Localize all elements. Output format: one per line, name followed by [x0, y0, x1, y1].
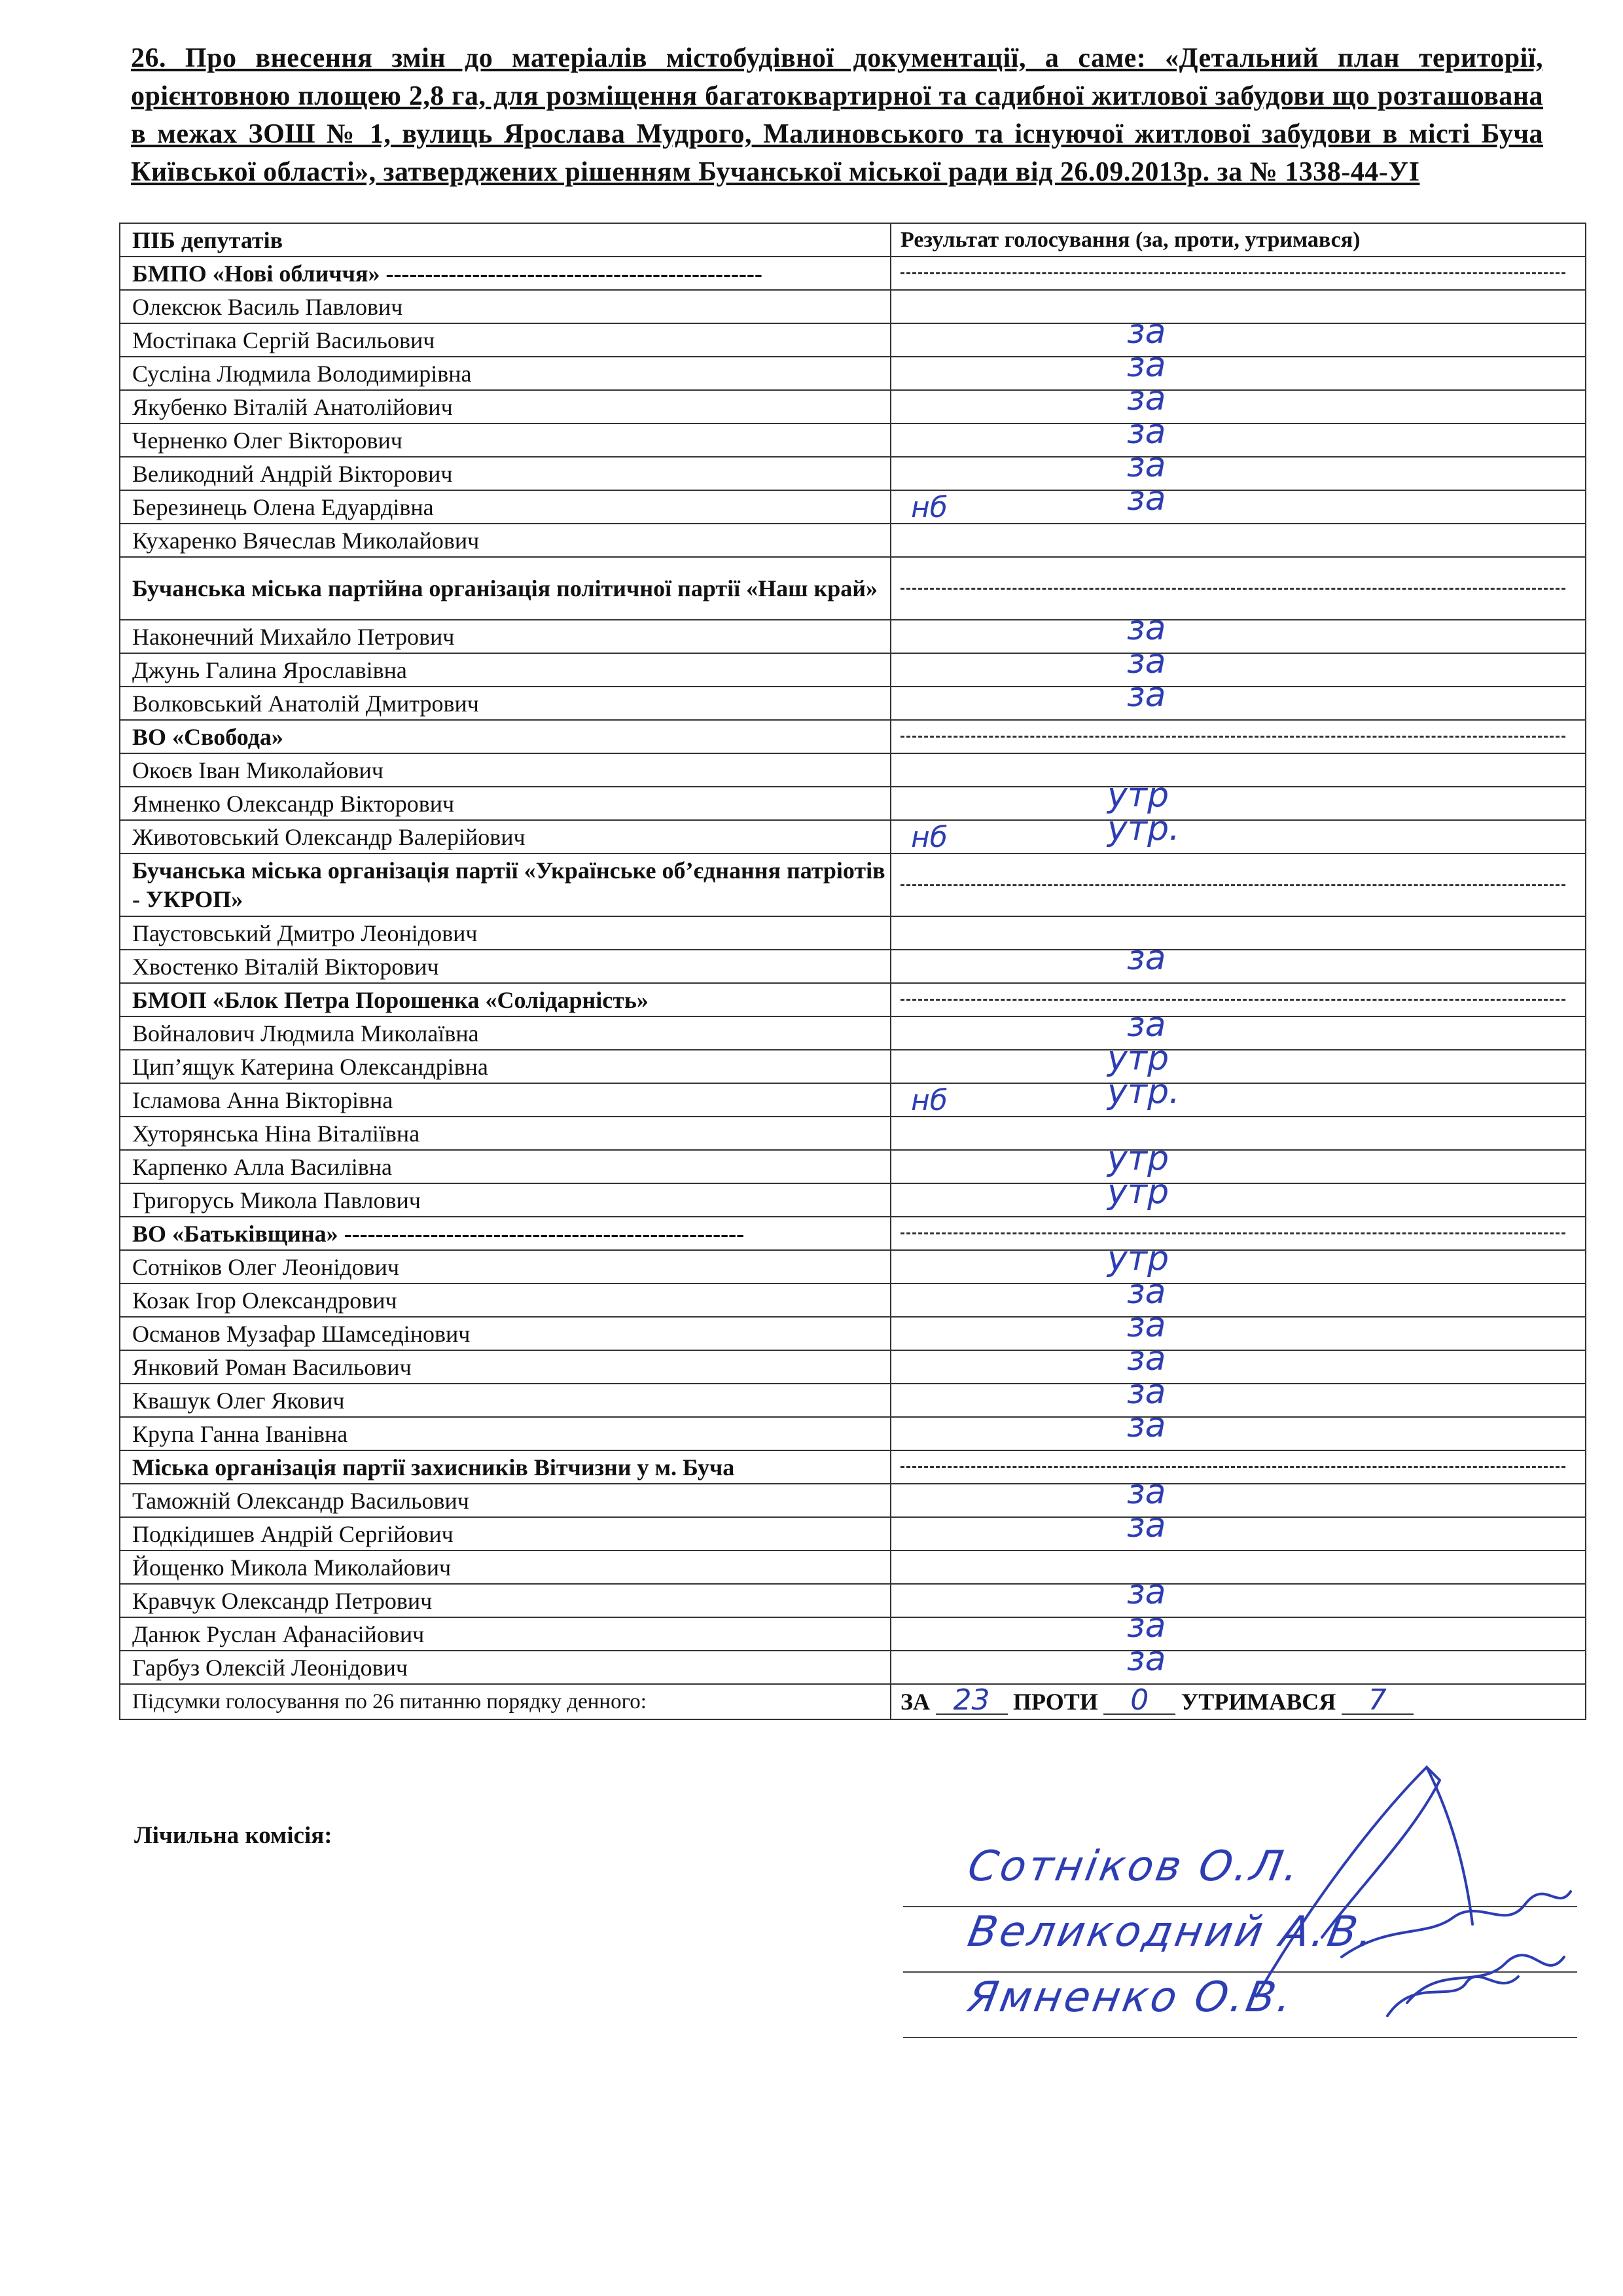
dashed-separator [901, 1232, 1565, 1234]
deputy-name: Хвостенко Віталій Вікторович [120, 950, 891, 983]
handwritten-vote: за [1127, 1384, 1166, 1412]
vote-result [891, 1283, 1586, 1317]
handwritten-vote: за [1127, 357, 1166, 385]
handwritten-vote: за [1127, 1584, 1166, 1612]
handwritten-vote: за [1127, 1484, 1166, 1512]
handwritten-vote: за [1127, 457, 1166, 485]
deputy-row [120, 1317, 1586, 1350]
deputy-name: Березинець Олена Едуардівна [120, 490, 891, 524]
commission-member-name: Великодний А.В. [964, 1908, 1380, 1956]
deputy-name: Великодний Андрій Вікторович [120, 457, 891, 490]
deputy-name: Олексюк Василь Павлович [120, 290, 891, 323]
deputy-name: Ямненко Олександр Вікторович [120, 787, 891, 820]
handwritten-vote: за [1127, 390, 1166, 418]
commission-member-name: Сотніков О.Л. [964, 1842, 1306, 1891]
deputy-name: Черненко Олег Вікторович [120, 423, 891, 457]
deputy-row [120, 390, 1586, 423]
dashed-separator [901, 272, 1565, 274]
deputy-row [120, 1083, 1586, 1117]
vote-result [891, 524, 1586, 557]
column-header-result: Результат голосування (за, проти, утримався) [891, 223, 1586, 257]
deputy-name: Мостіпака Сергій Васильович [120, 323, 891, 357]
vote-result [891, 1484, 1586, 1517]
party-result-dashes [891, 557, 1586, 620]
handwritten-vote: за [1127, 423, 1166, 452]
dashed-separator [901, 884, 1565, 886]
deputy-row [120, 1517, 1586, 1551]
column-header-names: ПІБ депутатів [120, 223, 891, 257]
deputy-name: Волковський Анатолій Дмитрович [120, 687, 891, 720]
deputy-row [120, 1283, 1586, 1317]
handwritten-vote: за [1127, 490, 1166, 518]
vote-totals [891, 1684, 1586, 1719]
handwritten-vote: утр. [1107, 1083, 1180, 1111]
deputy-name: Сотніков Олег Леонідович [120, 1250, 891, 1283]
party-name: ВО «Свобода» [120, 720, 891, 753]
deputy-row [120, 1183, 1586, 1217]
handwritten-vote: за [1127, 620, 1166, 648]
deputy-name: Йощенко Микола Миколайович [120, 1551, 891, 1584]
vote-result [891, 1050, 1586, 1083]
deputy-name: Цип’ящук Катерина Олександрівна [120, 1050, 891, 1083]
commission-label: Лічильна комісія: [134, 1822, 332, 1849]
deputy-row [120, 357, 1586, 390]
deputy-name: Ісламова Анна Вікторівна [120, 1083, 891, 1117]
handwritten-vote: за [1127, 1651, 1166, 1679]
deputy-name: Подкідишев Андрій Сергійович [120, 1517, 891, 1551]
deputy-row [120, 1651, 1586, 1684]
deputy-row [120, 457, 1586, 490]
party-row [120, 720, 1586, 753]
table-header-row [120, 223, 1586, 257]
deputy-name: Янковий Роман Васильович [120, 1350, 891, 1384]
handwritten-vote: за [1127, 653, 1166, 681]
against-label: ПРОТИ [1013, 1689, 1098, 1715]
deputy-row [120, 1484, 1586, 1517]
vote-result [891, 423, 1586, 457]
party-name: Міська організація партії захисників Вітчизни у м. Буча [120, 1450, 891, 1484]
handwritten-vote: утр [1107, 1050, 1169, 1078]
party-result-dashes [891, 720, 1586, 753]
handwritten-vote: за [1127, 323, 1166, 351]
deputy-row [120, 1117, 1586, 1150]
handwritten-vote: за [1127, 1417, 1166, 1445]
summary-label: Підсумки голосування по 26 питанню порядку денного: [120, 1684, 891, 1719]
party-result-dashes [891, 983, 1586, 1016]
dashed-separator [901, 588, 1565, 590]
deputy-name: Квашук Олег Якович [120, 1384, 891, 1417]
vote-result [891, 1250, 1586, 1283]
party-result-dashes [891, 257, 1586, 290]
vote-result [891, 787, 1586, 820]
handwritten-vote: за [1127, 687, 1166, 715]
deputy-row [120, 820, 1586, 853]
party-row [120, 1217, 1586, 1250]
deputy-name: Войналович Людмила Миколаївна [120, 1016, 891, 1050]
vote-result [891, 357, 1586, 390]
vote-result [891, 490, 1586, 524]
deputy-name: Окоєв Іван Миколайович [120, 753, 891, 787]
for-count: 23 [936, 1687, 1008, 1715]
handwritten-vote: за [1127, 1283, 1166, 1312]
deputy-name: Хуторянська Ніна Віталіївна [120, 1117, 891, 1150]
deputy-name: Таможній Олександр Васильович [120, 1484, 891, 1517]
deputy-row [120, 950, 1586, 983]
deputy-row [120, 323, 1586, 357]
vote-result [891, 1551, 1586, 1584]
vote-result [891, 753, 1586, 787]
commission-signature-line [903, 1906, 1577, 1907]
handwritten-vote: за [1127, 1016, 1166, 1045]
handwritten-vote: за [1127, 950, 1166, 978]
deputy-row [120, 687, 1586, 720]
vote-result [891, 916, 1586, 950]
deputy-name: Наконечний Михайло Петрович [120, 620, 891, 653]
deputy-row [120, 423, 1586, 457]
deputy-row [120, 1350, 1586, 1384]
party-row [120, 853, 1586, 916]
vote-result [891, 1384, 1586, 1417]
deputy-name: Козак Ігор Олександрович [120, 1283, 891, 1317]
dashed-separator [901, 1466, 1565, 1468]
party-row [120, 557, 1586, 620]
deputy-row [120, 1551, 1586, 1584]
vote-result [891, 1651, 1586, 1684]
handwritten-vote: утр [1107, 1150, 1169, 1178]
deputy-name: Османов Музафар Шамседінович [120, 1317, 891, 1350]
party-name: Бучанська міська організація партії «Українське об’єднання патріотів - УКРОП» [120, 853, 891, 916]
vote-result [891, 820, 1586, 853]
deputy-name: Гарбуз Олексій Леонідович [120, 1651, 891, 1684]
vote-result [891, 950, 1586, 983]
vote-result [891, 1317, 1586, 1350]
deputy-row [120, 1617, 1586, 1651]
deputy-row [120, 1417, 1586, 1450]
handwritten-vote: утр [1107, 787, 1169, 815]
handwritten-vote: утр [1107, 1250, 1169, 1278]
vote-result [891, 687, 1586, 720]
vote-result [891, 1417, 1586, 1450]
handwritten-vote: за [1127, 1617, 1166, 1645]
deputy-row [120, 1150, 1586, 1183]
for-label: ЗА [901, 1689, 930, 1715]
vote-result [891, 1117, 1586, 1150]
against-count: 0 [1103, 1687, 1175, 1715]
party-name: Бучанська міська партійна організація політичної партії «Наш край» [120, 557, 891, 620]
deputy-row [120, 1250, 1586, 1283]
dashed-separator [901, 736, 1565, 738]
abstain-count: 7 [1342, 1687, 1414, 1715]
deputy-row [120, 524, 1586, 557]
party-result-dashes [891, 1217, 1586, 1250]
handwritten-vote: утр [1107, 1183, 1169, 1211]
abstain-label: УТРИМАВСЯ [1181, 1689, 1336, 1715]
vote-result [891, 1150, 1586, 1183]
vote-result [891, 1083, 1586, 1117]
vote-result [891, 390, 1586, 423]
party-row [120, 1450, 1586, 1484]
vote-result [891, 1350, 1586, 1384]
party-row [120, 257, 1586, 290]
party-name: БМОП «Блок Петра Порошенка «Солідарність» [120, 983, 891, 1016]
deputy-row [120, 490, 1586, 524]
vote-result [891, 1517, 1586, 1551]
deputy-name: Животовський Олександр Валерійович [120, 820, 891, 853]
vote-result [891, 1183, 1586, 1217]
vote-result [891, 1617, 1586, 1651]
handwritten-vote: за [1127, 1317, 1166, 1345]
deputy-row [120, 1384, 1586, 1417]
vote-result [891, 1016, 1586, 1050]
deputy-name: Джунь Галина Ярославівна [120, 653, 891, 687]
dashed-separator [901, 999, 1565, 1001]
signature-scribble [1387, 1977, 1518, 2016]
handwritten-vote: за [1127, 1517, 1166, 1545]
deputy-row [120, 916, 1586, 950]
deputy-name: Паустовський Дмитро Леонідович [120, 916, 891, 950]
deputy-name: Карпенко Алла Василівна [120, 1150, 891, 1183]
deputy-row [120, 753, 1586, 787]
vote-result [891, 323, 1586, 357]
party-name: БМПО «Нові обличчя» ------------------------------------------------ [120, 257, 891, 290]
vote-result [891, 457, 1586, 490]
handwritten-vote: утр. [1107, 820, 1180, 848]
deputy-row [120, 1050, 1586, 1083]
commission-member-name: Ямненко О.В. [964, 1973, 1298, 2022]
deputy-row [120, 1016, 1586, 1050]
absence-mark: нб [911, 821, 948, 853]
vote-table [119, 223, 1586, 1720]
absence-mark: нб [911, 1084, 948, 1117]
deputy-name: Сусліна Людмила Володимирівна [120, 357, 891, 390]
summary-row [120, 1684, 1586, 1719]
signature-scribble [1407, 1955, 1564, 2003]
absence-mark: нб [911, 491, 948, 524]
commission-signature-line [903, 1971, 1577, 1973]
deputy-row [120, 620, 1586, 653]
deputy-row [120, 787, 1586, 820]
vote-result [891, 290, 1586, 323]
deputy-name: Кравчук Олександр Петрович [120, 1584, 891, 1617]
party-row [120, 983, 1586, 1016]
party-name: ВО «Батьківщина» --------------------------------------------------- [120, 1217, 891, 1250]
deputy-name: Данюк Руслан Афанасійович [120, 1617, 891, 1651]
deputy-name: Крупа Ганна Іванівна [120, 1417, 891, 1450]
vote-result [891, 1584, 1586, 1617]
party-result-dashes [891, 1450, 1586, 1484]
deputy-name: Якубенко Віталій Анатолійович [120, 390, 891, 423]
deputy-name: Григорусь Микола Павлович [120, 1183, 891, 1217]
deputy-row [120, 1584, 1586, 1617]
vote-result [891, 653, 1586, 687]
deputy-row [120, 290, 1586, 323]
party-result-dashes [891, 853, 1586, 916]
vote-result [891, 620, 1586, 653]
commission-signature-line [903, 2037, 1577, 2038]
decision-heading: 26. Про внесення змін до матеріалів містобудівної документації, а саме: «Детальний план території, орієнтовною площею 2,8 га, для розміщення багатоквартирної та садибної житлової забудови що розташована в межах ЗОШ № 1, вулиць Ярослава Мудрого, Малиновського та існуючої житлової забудови в місті Буча Київської області», затверджених рішенням Бучанської міської ради від 26.09.2013р. за № 1338-44-УІ [131, 43, 1543, 187]
deputy-name: Кухаренко Вячеслав Миколайович [120, 524, 891, 557]
signature-scribble [1427, 1767, 1472, 1924]
handwritten-vote: за [1127, 1350, 1166, 1378]
deputy-row [120, 653, 1586, 687]
